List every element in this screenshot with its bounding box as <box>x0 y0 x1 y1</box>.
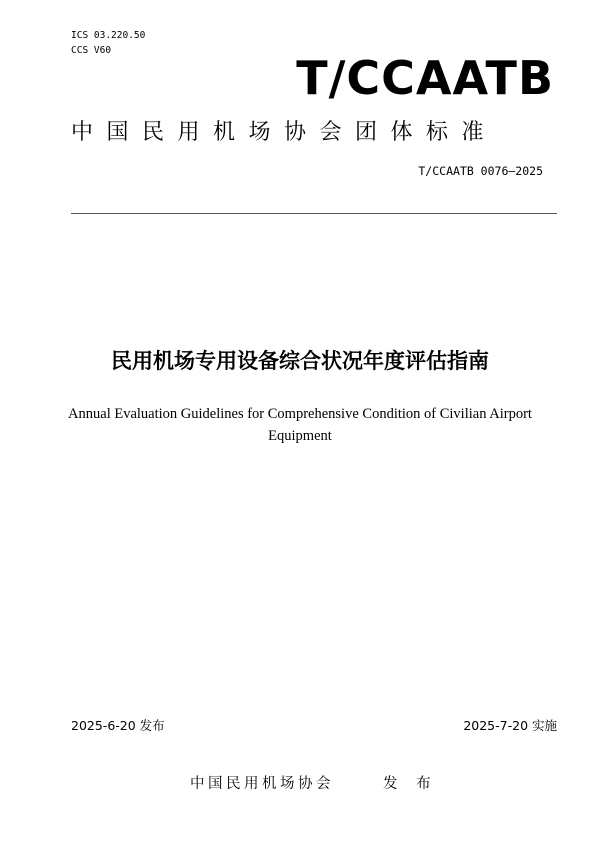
document-title-chinese: 民用机场专用设备综合状况年度评估指南 <box>111 349 489 373</box>
publisher-name: 中国民用机场协会 <box>190 776 334 792</box>
publish-label: 发 布 <box>383 776 438 792</box>
header-divider <box>71 213 557 214</box>
standard-brand: T/CCAATB <box>296 51 554 105</box>
english-title-line-1: Annual Evaluation Guidelines for Comprehensive Condition of Civilian Airport <box>68 406 532 422</box>
document-title-english <box>0 403 600 447</box>
organization-standard-title: 中国民用机场协会团体标准 <box>71 120 498 145</box>
release-date: 2025-6-20 发布 <box>71 718 165 733</box>
implementation-date: 2025-7-20 实施 <box>463 718 557 733</box>
ccs-code: CCS V60 <box>71 45 112 56</box>
ics-code: ICS 03.220.50 <box>71 30 146 41</box>
english-title-line-2: Equipment <box>268 428 332 444</box>
standard-number: T/CCAATB 0076—2025 <box>418 164 543 178</box>
